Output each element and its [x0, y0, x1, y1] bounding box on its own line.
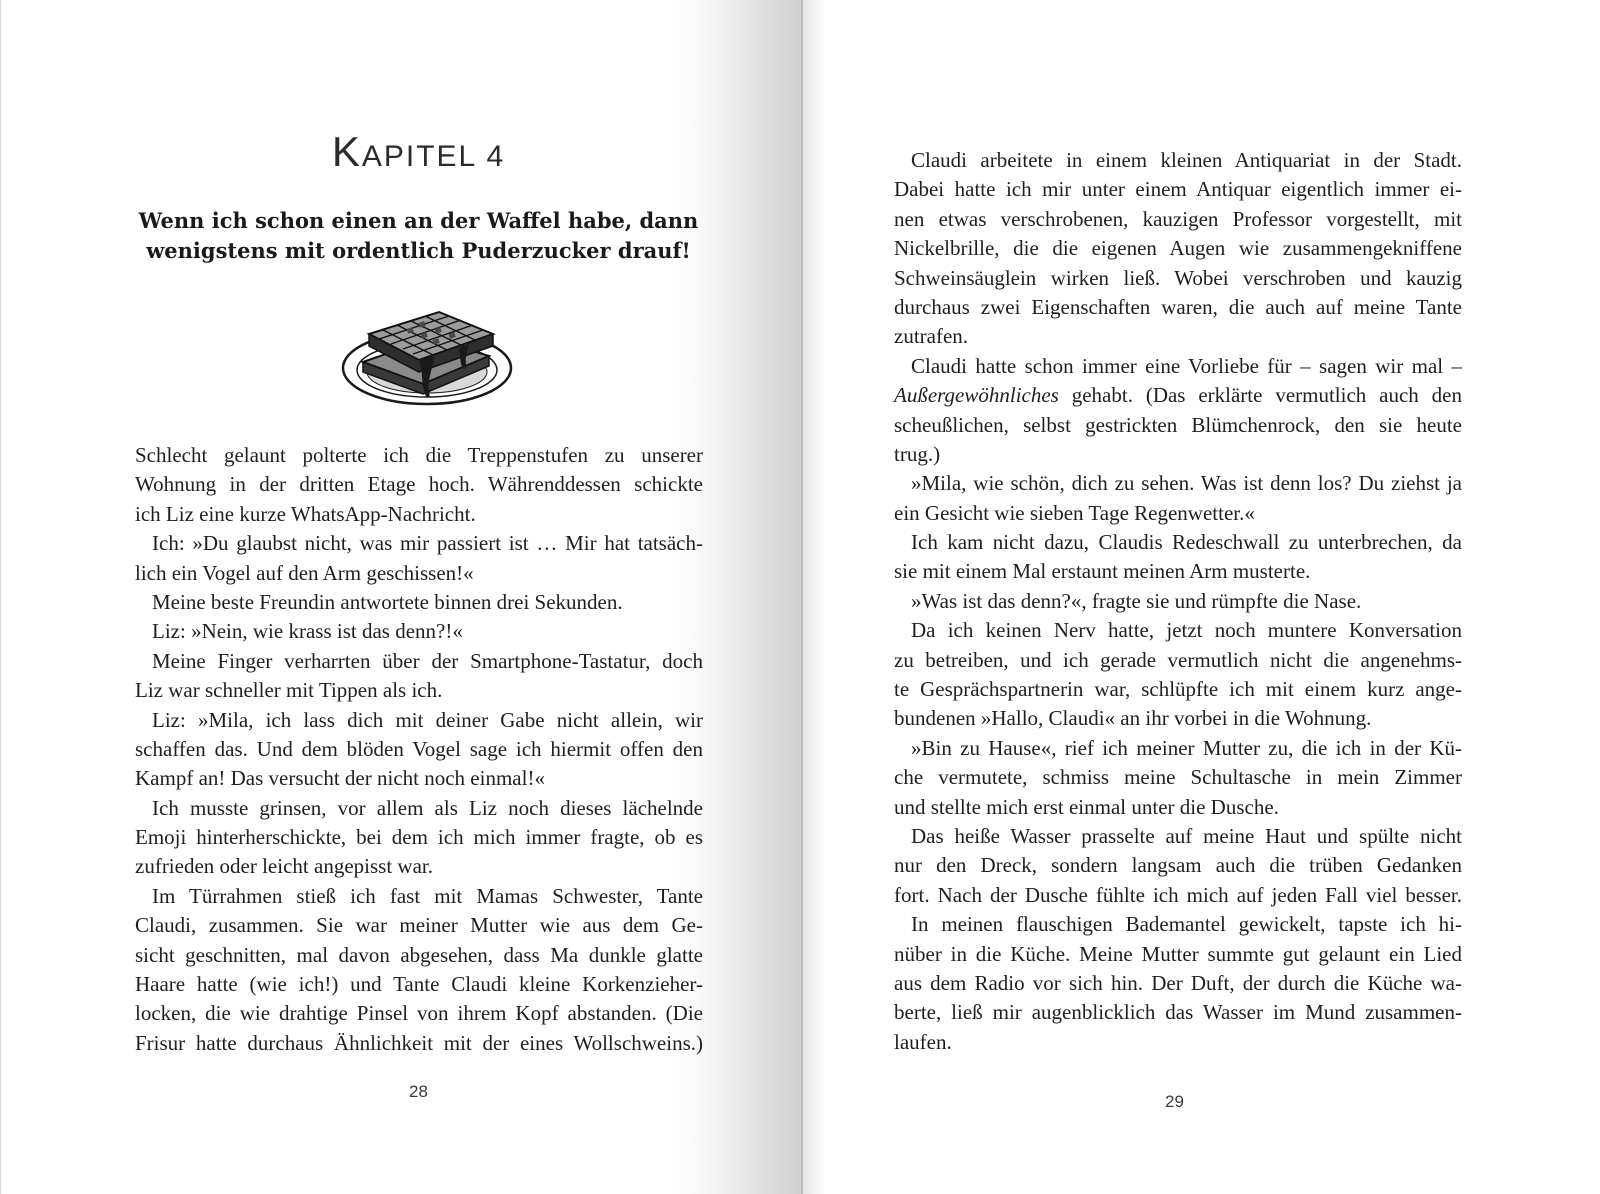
- text-line: Das heiße Wasser prasselte auf meine Haut und spülte nicht: [911, 823, 1462, 848]
- text-line: Claudi hatte schon immer eine Vorliebe für – sagen wir mal –: [911, 353, 1462, 378]
- text-line: scheußlichen, selbst gestrickten Blümchenrock, den sie heute: [894, 412, 1462, 437]
- text-line: laufen.: [894, 1029, 952, 1054]
- text-line: sie mit einem Mal erstaunt meinen Arm musterte.: [894, 559, 1311, 584]
- text-line: Claudi arbeitete in einem kleinen Antiquariat in der Stadt.: [911, 148, 1462, 172]
- text-line: »Mila, wie schön, dich zu sehen. Was ist denn los? Du ziehst ja: [911, 471, 1462, 496]
- chapter-title-initial: K: [331, 128, 362, 175]
- text-line: nen etwas verschrobenen, kauzigen Professor vorgestellt, mit: [894, 206, 1462, 231]
- book-gutter: [801, 0, 803, 1194]
- text-line: bundenen »Hallo, Claudi« an ihr vorbei in die Wohnung.: [894, 706, 1372, 731]
- text-line: Nickelbrille, die die eigenen Augen wie zusammengekniffene: [894, 236, 1462, 261]
- line-rest: gehabt. (Das erklärte vermutlich auch den: [1058, 383, 1462, 408]
- text-line: Meine beste Freundin antwortete binnen drei Sekunden.: [152, 589, 623, 614]
- text-line: zufrieden oder leicht angepisst war.: [135, 854, 433, 879]
- right-page: [802, 0, 1600, 1194]
- page-number-right: 29: [1165, 1092, 1184, 1111]
- text-line: Schlecht gelaunt polterte ich die Treppenstufen zu unserer: [135, 443, 703, 467]
- text-line: Meine Finger verharrten über der Smartphone-Tastatur, doch: [152, 648, 703, 673]
- text-line: fort. Nach der Dusche fühlte ich mich auf jeden Fall viel besser.: [894, 882, 1462, 907]
- chapter-title: [1, 128, 836, 176]
- text-line: trug.): [894, 441, 941, 466]
- text-line: Liz war schneller mit Tippen als ich.: [135, 678, 443, 703]
- subtitle-line: Wenn ich schon einen an der Waffel habe, dann: [138, 208, 699, 233]
- text-line: nur den Dreck, sondern langsam auch die trüben Gedanken: [894, 853, 1462, 878]
- text-line: Ich kam nicht dazu, Claudis Redeschwall zu unterbrechen, da: [911, 530, 1462, 555]
- text-line: [894, 381, 1462, 410]
- text-line: Da ich keinen Nerv hatte, jetzt noch muntere Konversation: [911, 618, 1462, 643]
- subtitle-line: wenigstens mit ordentlich Puderzucker drauf!: [146, 238, 691, 263]
- text-line: lich ein Vogel auf den Arm geschissen!«: [135, 560, 474, 585]
- text-line: Ich: »Du glaubst nicht, was mir passiert ist … Mir hat tatsäch-: [152, 531, 703, 556]
- text-line: Ich musste grinsen, vor allem als Liz noch dieses lächelnde: [152, 795, 703, 820]
- text-line: sicht geschnitten, mal davon abgesehen, dass Ma dunkle glatte: [135, 942, 703, 967]
- text-line: nüber in die Küche. Meine Mutter summte gut gelaunt ein Lied: [894, 941, 1462, 966]
- text-line: Claudi, zusammen. Sie war meiner Mutter wie aus dem Ge-: [135, 913, 703, 938]
- text-line: »Was ist das denn?«, fragte sie und rümpfte die Nase.: [911, 588, 1362, 613]
- text-line: »Bin zu Hause«, rief ich meiner Mutter zu, die ich in der Kü-: [911, 735, 1462, 760]
- text-line: Frisur hatte durchaus Ähnlichkeit mit der eines Wollschweins.): [135, 1030, 703, 1055]
- text-line: locken, die wie drahtige Pinsel von ihrem Kopf abstanden. (Die: [135, 1001, 703, 1026]
- text-line: Liz: »Nein, wie krass ist das denn?!«: [152, 619, 463, 644]
- text-line: Emoji hinterherschickte, bei dem ich mich immer fragte, ob es: [135, 825, 703, 850]
- text-line: Wohnung in der dritten Etage hoch. Währenddessen schickte: [135, 472, 703, 497]
- text-line: aus dem Radio vor sich hin. Der Duft, der durch die Küche wa-: [894, 970, 1462, 995]
- text-line: In meinen flauschigen Bademantel gewickelt, tapste ich hi-: [911, 912, 1462, 937]
- waffle-plate-icon: [339, 298, 515, 416]
- text-line: Liz: »Mila, ich lass dich mit deiner Gabe nicht allein, wir: [152, 707, 703, 732]
- right-body-text: [894, 146, 1462, 1057]
- text-line: Im Türrahmen stieß ich fast mit Mamas Schwester, Tante: [152, 883, 703, 908]
- text-line: Dabei hatte ich mir unter einem Antiquar eigentlich immer ei-: [894, 177, 1462, 202]
- text-line: zu betreiben, und ich gerade vermutlich nicht die angenehms-: [894, 647, 1462, 672]
- italic-word: Außergewöhnliches: [894, 383, 1059, 408]
- text-line: ein Gesicht wie sieben Tage Regenwetter.«: [894, 500, 1255, 525]
- text-line: schaffen das. Und dem blöden Vogel sage ich hiermit offen den: [135, 736, 703, 761]
- text-line: Schweinsäuglein wirken ließ. Wobei verschroben und kauzig: [894, 265, 1462, 290]
- text-line: zutrafen.: [894, 324, 969, 349]
- chapter-title-rest: APITEL 4: [361, 140, 506, 173]
- text-line: und stellte mich erst einmal unter die Dusche.: [894, 794, 1279, 819]
- page-number-left: 28: [409, 1082, 428, 1101]
- text-line: Kampf an! Das versucht der nicht noch einmal!«: [135, 766, 545, 791]
- chapter-subtitle: [121, 206, 716, 266]
- text-line: ich Liz eine kurze WhatsApp-Nachricht.: [135, 501, 476, 526]
- text-line: che vermutete, schmiss meine Schultasche in mein Zimmer: [894, 765, 1462, 790]
- text-line: Haare hatte (wie ich!) und Tante Claudi kleine Korkenzieher-: [135, 972, 703, 997]
- text-line: berte, ließ mir augenblicklich das Wasser im Mund zusammen-: [894, 1000, 1462, 1025]
- text-line: te Gesprächspartnerin war, schlüpfte ich mit einem kurz ange-: [894, 677, 1462, 702]
- text-line: durchaus zwei Eigenschaften waren, die auch auf meine Tante: [894, 294, 1462, 319]
- left-body-text: [135, 441, 703, 1058]
